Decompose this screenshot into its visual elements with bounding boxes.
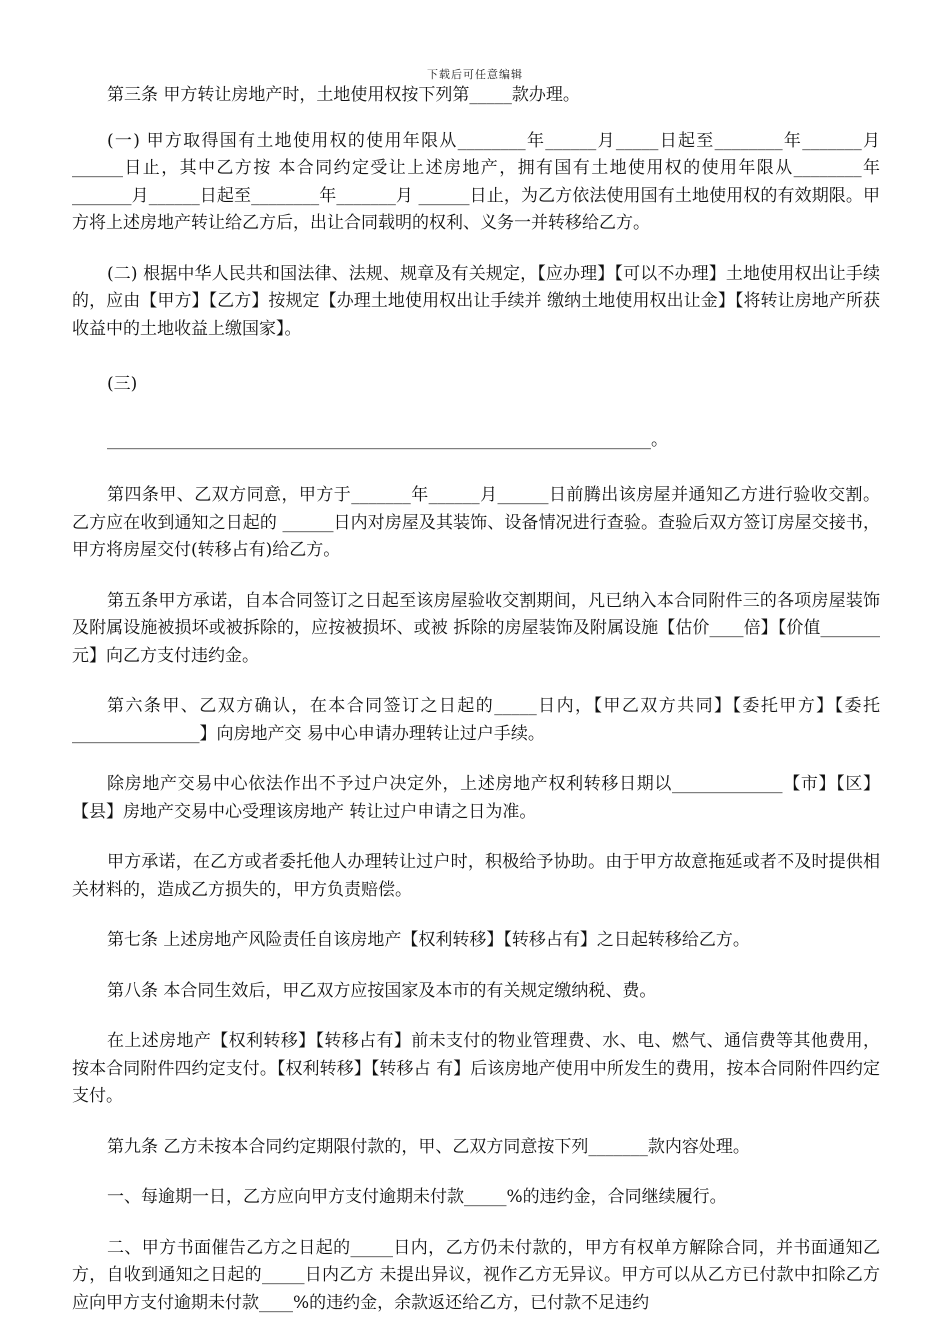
document-body	[72, 82, 880, 1340]
article-9-item-1: 一、每逾期一日，乙方应向甲方支付逾期未付款_____%的违约金，合同继续履行。	[107, 1187, 727, 1207]
article-9-item-2: 二、甲方书面催告乙方之日起的_____日内，乙方仍未付款的，甲方有权单方解除合同，并书面通知乙方，自收到通知之日起的_____日内乙方 未提出异议，视作乙方无异议。甲方可以从乙方已付款中扣除乙方应向甲方支付逾期未付款____%的违约金，余款返还给乙方，已付款不足违约	[72, 1237, 880, 1313]
fees-paragraph: 在上述房地产【权利转移】【转移占有】前未支付的物业管理费、水、电、燃气、通信费等其他费用，按本合同附件四约定支付。【权利转移】【转移占 有】后该房地产使用中所发生的费用，按本合同附件四约定支付。	[72, 1031, 880, 1106]
header-note: 下载后可任意编辑	[427, 68, 523, 81]
article-9-paragraph: 第九条 乙方未按本合同约定期限付款的，甲、乙双方同意按下列_______款内容处理。	[107, 1136, 750, 1157]
article-5-paragraph: 第五条甲方承诺，自本合同签订之日起至该房屋验收交割期间，凡已纳入本合同附件三的各项房屋装饰及附属设施被损坏或被拆除的，应按被损坏、或被 拆除的房屋装饰及附属设施【估价____倍】【价值_______元】向乙方支付违约金。	[72, 590, 880, 666]
article-8-paragraph: 第八条 本合同生效后，甲乙双方应按国家及本市的有关规定缴纳税、费。	[107, 980, 657, 1001]
clause-2-paragraph: (二) 根据中华人民共和国法律、法规、规章及有关规定，【应办理】【可以不办理】土地使用权出让手续的，应由【甲方】【乙方】按规定【办理土地使用权出让手续并 缴纳土地使用权出让金】【将转让房地产所获收益中的土地收益上缴国家】。	[72, 263, 880, 339]
transfer-date-paragraph: 除房地产交易中心依法作出不予过户决定外，上述房地产权利转移日期以_____________【市】【区】【县】房地产交易中心受理该房地产 转让过户申请之日为准。	[72, 774, 880, 822]
clause-3-blank-line: ________________________________________________________________。	[107, 429, 668, 450]
article-7-paragraph: 第七条 上述房地产风险责任自该房地产【权利转移】【转移占有】之日起转移给乙方。	[107, 930, 750, 950]
party-a-commitment-paragraph: 甲方承诺，在乙方或者委托他人办理转让过户时，积极给予协助。由于甲方故意拖延或者不及时提供相关材料的，造成乙方损失的，甲方负责赔偿。	[72, 852, 880, 900]
article-4-paragraph: 第四条甲、乙双方同意，甲方于_______年______月______日前腾出该房屋并通知乙方进行验收交割。乙方应在收到通知之日起的 ______日内对房屋及其装饰、设备情况进行查验。查验后双方签订房屋交接书，甲方将房屋交付(转移占有)给乙方。	[72, 485, 880, 560]
article-3-paragraph: 第三条 甲方转让房地产时，土地使用权按下列第_____款办理。	[107, 85, 580, 105]
clause-3-label: (三)	[107, 374, 138, 394]
clause-1-paragraph: (一) 甲方取得国有土地使用权的使用年限从________年______月_____日起至________年_______月______日止，其中乙方按 本合同约定受让上述房地产，拥有国有土地使用权的使用年限从________年_______月______日起至________年_______月 ______日止，为乙方依法使用国有土地使用权的有效期限。甲方将上述房地产转让给乙方后，出让合同载明的权利、义务一并转移给乙方。	[72, 130, 880, 233]
article-6-paragraph: 第六条甲、乙双方确认，在本合同签订之日起的_____日内，【甲乙双方共同】【委托甲方】【委托_______________】向房地产交 易中心申请办理转让过户手续。	[72, 696, 880, 744]
